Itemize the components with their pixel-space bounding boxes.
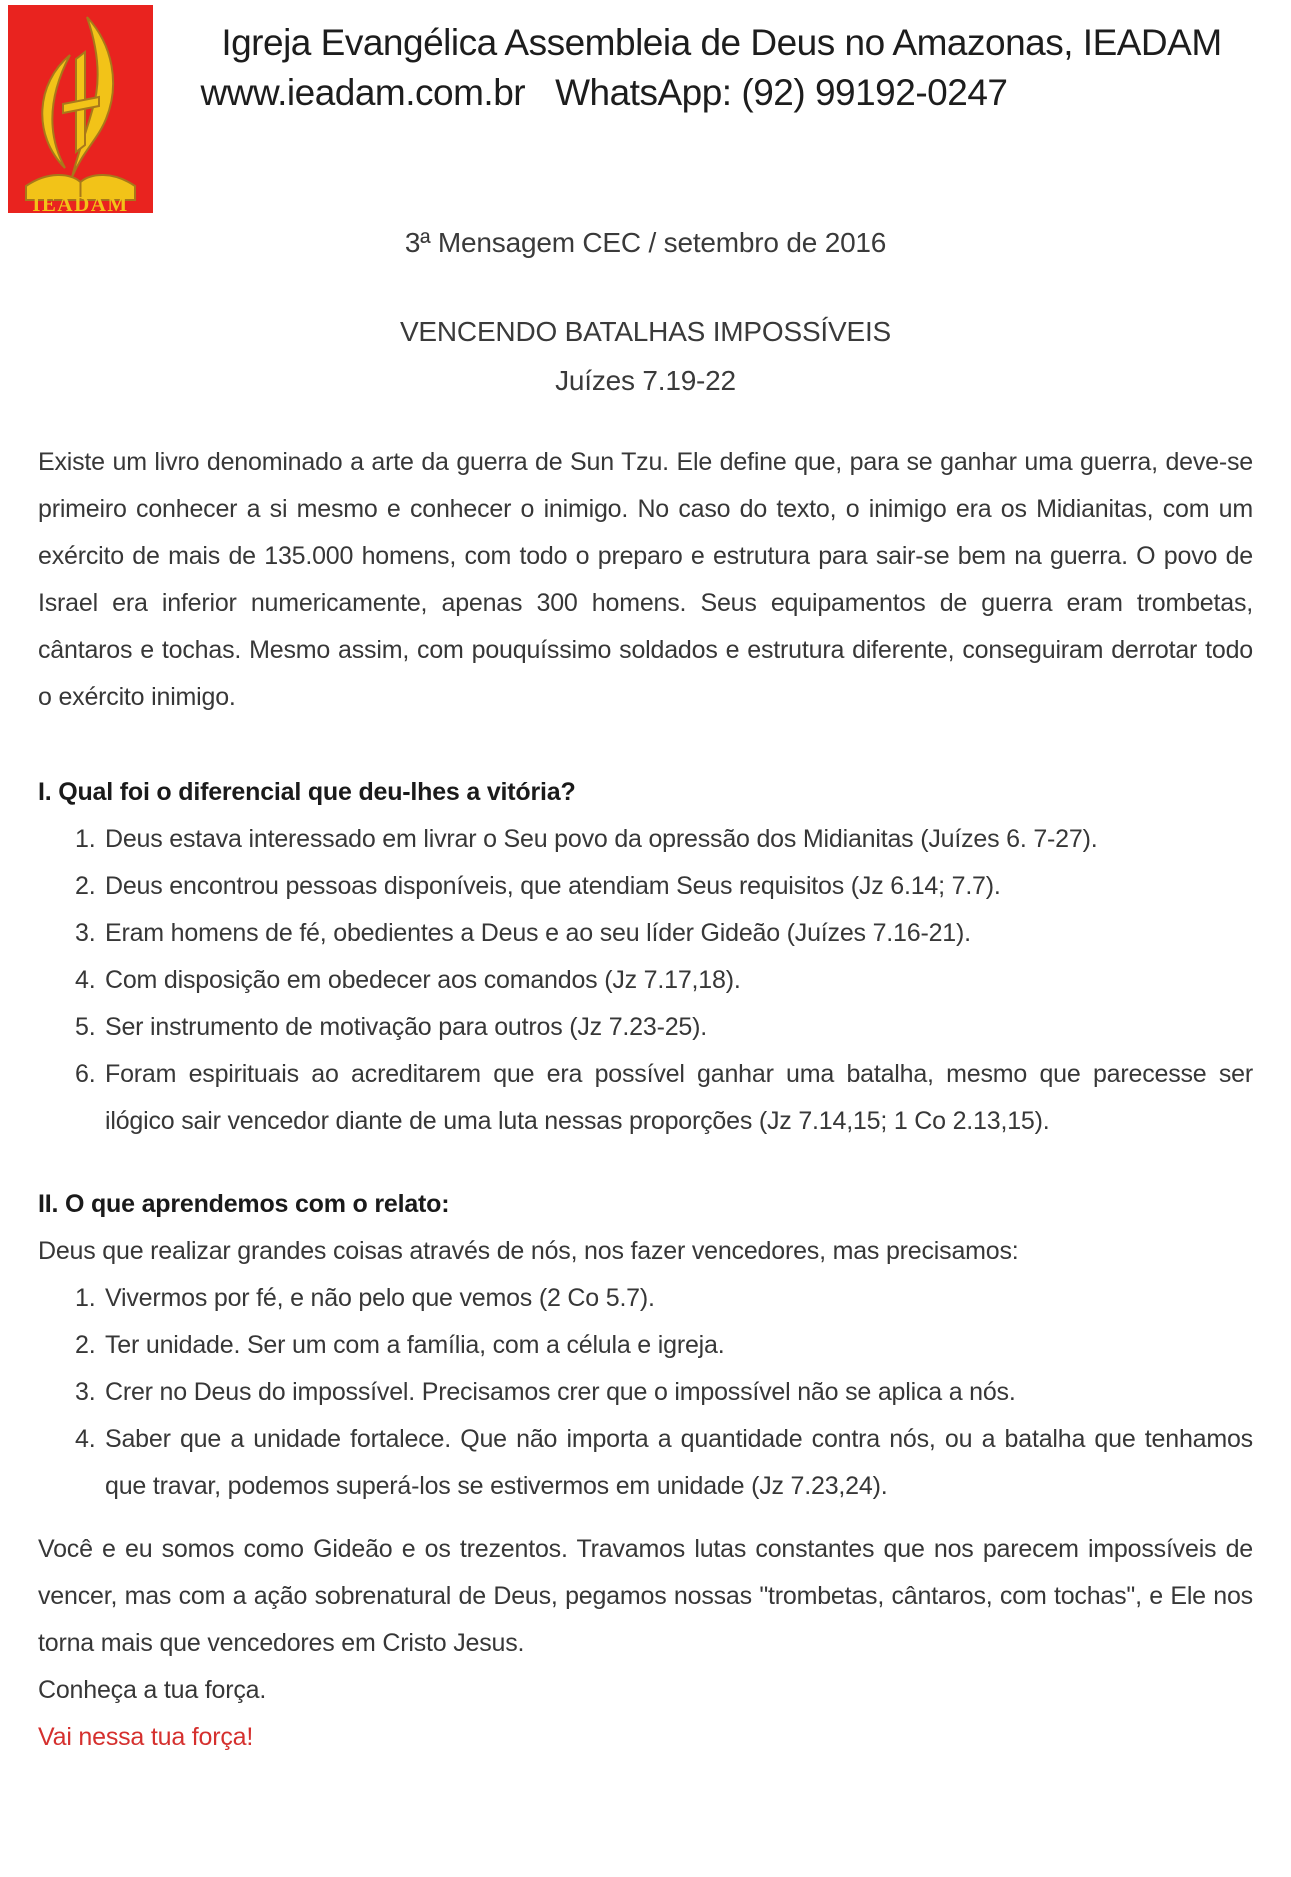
- list-item: [38, 1004, 1253, 1051]
- list-item-text: Saber que a unidade fortalece. Que não importa a quantidade contra nós, ou a batalha que tenhamos que travar, podemos superá-los se estivermos em unidade (Jz 7.23,24).: [105, 1425, 1253, 1500]
- list-item: [38, 1416, 1253, 1510]
- list-item-text: Vivermos por fé, e não pelo que vemos (2 Co 5.7).: [105, 1284, 655, 1312]
- list-item-number: 3.: [75, 919, 96, 947]
- logo-wordmark: IEADAM: [32, 192, 129, 213]
- list-item: [38, 910, 1253, 957]
- message-title: VENCENDO BATALHAS IMPOSSÍVEIS: [399, 316, 892, 347]
- list-item-text: Foram espirituais ao acreditarem que era possível ganhar uma batalha, mesmo que parecesse ser ilógico sair vencedor diante de uma luta nessas proporções (Jz 7.14,15; 1 Co 2.13,15).: [105, 1060, 1253, 1135]
- whatsapp-label: WhatsApp:: [555, 72, 732, 113]
- list-item: [38, 1322, 1253, 1369]
- list-item: [38, 1051, 1253, 1145]
- list-item-number: 1.: [75, 825, 96, 853]
- website-text: www.ieadam.com.br: [200, 72, 526, 113]
- contact-line: [152, 68, 1291, 118]
- list-item: [38, 1275, 1253, 1322]
- list-item-text: Com disposição em obedecer aos comandos (Jz 7.17,18).: [105, 966, 741, 994]
- list-item-number: 1.: [75, 1284, 96, 1312]
- org-name: Igreja Evangélica Assembleia de Deus no Amazonas, IEADAM: [221, 22, 1222, 63]
- list-item-text: Crer no Deus do impossível. Precisamos crer que o impossível não se aplica a nós.: [105, 1378, 1016, 1406]
- closing-line: Conheça a tua força.: [38, 1676, 267, 1704]
- list-item-number: 4.: [75, 966, 96, 994]
- list-item-text: Deus estava interessado em livrar o Seu povo da opressão dos Midianitas (Juízes 6. 7-27).: [105, 825, 1098, 853]
- list-item-text: Eram homens de fé, obedientes a Deus e ao seu líder Gideão (Juízes 7.16-21).: [105, 919, 971, 947]
- letterhead: [0, 0, 1291, 213]
- section-2-lead: Deus que realizar grandes coisas através de nós, nos fazer vencedores, mas precisamos:: [38, 1237, 1019, 1265]
- list-item-number: 3.: [75, 1378, 96, 1406]
- list-item-number: 6.: [75, 1060, 96, 1088]
- list-item-number: 4.: [75, 1425, 96, 1453]
- list-item-text: Ter unidade. Ser um com a família, com a célula e igreja.: [105, 1331, 725, 1359]
- intro-paragraph: Existe um livro denominado a arte da guerra de Sun Tzu. Ele define que, para se ganhar uma guerra, deve-se primeiro conhecer a si mesmo e conhecer o inimigo. No caso do texto, o inimigo era os Midianitas, com um exército de mais de 135.000 homens, com todo o preparo e estrutura para sair-se bem na guerra. O povo de Israel era inferior numericamente, apenas 300 homens. Seus equipamentos de guerra eram trombetas, cântaros e tochas. Mesmo assim, com pouquíssimo soldados e estrutura diferente, conseguiram derrotar todo o exército inimigo.: [38, 448, 1253, 711]
- closing-paragraph: Você e eu somos como Gideão e os trezentos. Travamos lutas constantes que nos parecem impossíveis de vencer, mas com a ação sobrenatural de Deus, pegamos nossas "trombetas, cântaros, com tochas", e Ele nos torna mais que vencedores em Cristo Jesus.: [38, 1535, 1253, 1657]
- section-2-heading: II. O que aprendemos com o relato:: [38, 1190, 450, 1218]
- list-item-text: Deus encontrou pessoas disponíveis, que atendiam Seus requisitos (Jz 6.14; 7.7).: [105, 872, 1001, 900]
- message-body: [0, 401, 1291, 1761]
- letterhead-text: [152, 0, 1291, 118]
- message-meta: 3ª Mensagem CEC / setembro de 2016: [404, 227, 887, 258]
- scripture-reference: Juízes 7.19-22: [555, 365, 736, 396]
- section-2-list: [38, 1275, 1253, 1510]
- list-item: [38, 863, 1253, 910]
- whatsapp-number: (92) 99192-0247: [741, 72, 1008, 113]
- list-item-text: Ser instrumento de motivação para outros (Jz 7.23-25).: [105, 1013, 707, 1041]
- closing-exhortation: Vai nessa tua força!: [38, 1723, 254, 1751]
- list-item-number: 2.: [75, 1331, 96, 1359]
- ieadam-logo: [8, 5, 153, 213]
- list-item: [38, 957, 1253, 1004]
- list-item: [38, 816, 1253, 863]
- section-1-heading: I. Qual foi o diferencial que deu-lhes a vitória?: [38, 778, 576, 806]
- list-item-number: 5.: [75, 1013, 96, 1041]
- section-1-list: [38, 816, 1253, 1145]
- list-item: [38, 1369, 1253, 1416]
- list-item-number: 2.: [75, 872, 96, 900]
